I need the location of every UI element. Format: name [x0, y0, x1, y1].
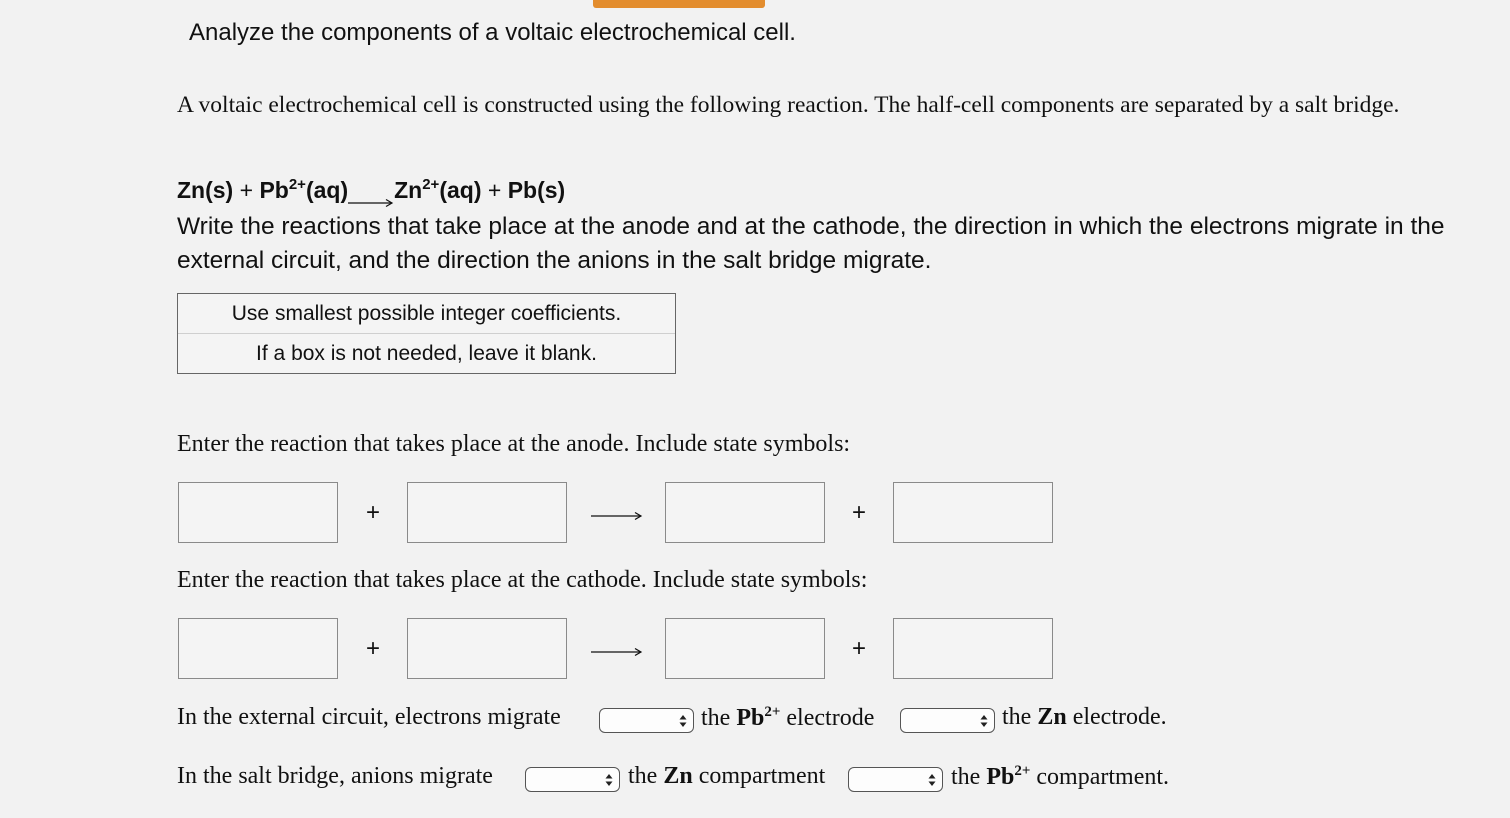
plus-sign: +	[239, 177, 254, 203]
plus-sign: +	[487, 177, 502, 203]
electron-direction-select-2[interactable]	[900, 708, 995, 733]
note-line: Use smallest possible integer coefficients.	[231, 302, 622, 325]
product-zn-ion: $Zn^{2+}(aq)$	[394, 176, 482, 203]
chevron-updown-icon	[679, 714, 687, 728]
plus-sign: +	[851, 635, 866, 662]
page-title: Analyze the components of a voltaic electrochemical cell.	[189, 19, 796, 46]
salt-bridge-mid-text: the Zn compartment	[628, 763, 826, 789]
cathode-prompt: Enter the reaction that takes place at the cathode. Include state symbols:	[177, 567, 868, 593]
salt-bridge-end-text: the $Pb^{2+}$ compartment.	[951, 763, 1170, 790]
product-pb: Pb(s)	[507, 177, 566, 203]
anode-product-2-box[interactable]	[893, 482, 1053, 543]
cathode-arrow-icon	[591, 646, 643, 658]
reaction-arrow-icon	[348, 187, 394, 197]
plus-sign: +	[365, 499, 380, 526]
anode-product-1-box[interactable]	[665, 482, 825, 543]
overall-reaction	[177, 176, 565, 204]
anode-arrow-icon	[591, 510, 643, 522]
intro-paragraph: A voltaic electrochemical cell is constructed using the following reaction. The half-cell components are separated by a salt bridge.	[177, 92, 1400, 118]
top-accent-tab	[593, 0, 765, 8]
salt-bridge-prefix: In the salt bridge, anions migrate	[177, 763, 493, 789]
cathode-reactant-2-box[interactable]	[407, 618, 567, 679]
external-circuit-mid-text: the $Pb^{2+}$ electrode	[701, 704, 875, 731]
note-box	[177, 293, 676, 374]
anion-direction-select-2[interactable]	[848, 767, 943, 792]
reactant-pb-ion: $Pb^{2+}(aq)$	[259, 176, 349, 203]
external-circuit-prefix: In the external circuit, electrons migrate	[177, 704, 561, 730]
instructions-paragraph: Write the reactions that take place at the anode and at the cathode, the direction in which the electrons migrate in the external circuit, and the direction the anions in the salt bridge migrate.	[177, 213, 1445, 274]
chevron-updown-icon	[928, 773, 936, 787]
anode-prompt: Enter the reaction that takes place at the anode. Include state symbols:	[177, 431, 851, 457]
electron-direction-select-1[interactable]	[599, 708, 694, 733]
cathode-reactant-1-box[interactable]	[178, 618, 338, 679]
chevron-updown-icon	[605, 773, 613, 787]
anode-reactant-2-box[interactable]	[407, 482, 567, 543]
plus-sign: +	[365, 635, 380, 662]
anode-reactant-1-box[interactable]	[178, 482, 338, 543]
reactant-zn: Zn(s)	[177, 177, 234, 203]
plus-sign: +	[851, 499, 866, 526]
external-circuit-end-text: the Zn electrode.	[1002, 704, 1167, 730]
chevron-updown-icon	[980, 714, 988, 728]
cathode-product-2-box[interactable]	[893, 618, 1053, 679]
cathode-product-1-box[interactable]	[665, 618, 825, 679]
note-line: If a box is not needed, leave it blank.	[178, 333, 675, 373]
anion-direction-select-1[interactable]	[525, 767, 620, 792]
